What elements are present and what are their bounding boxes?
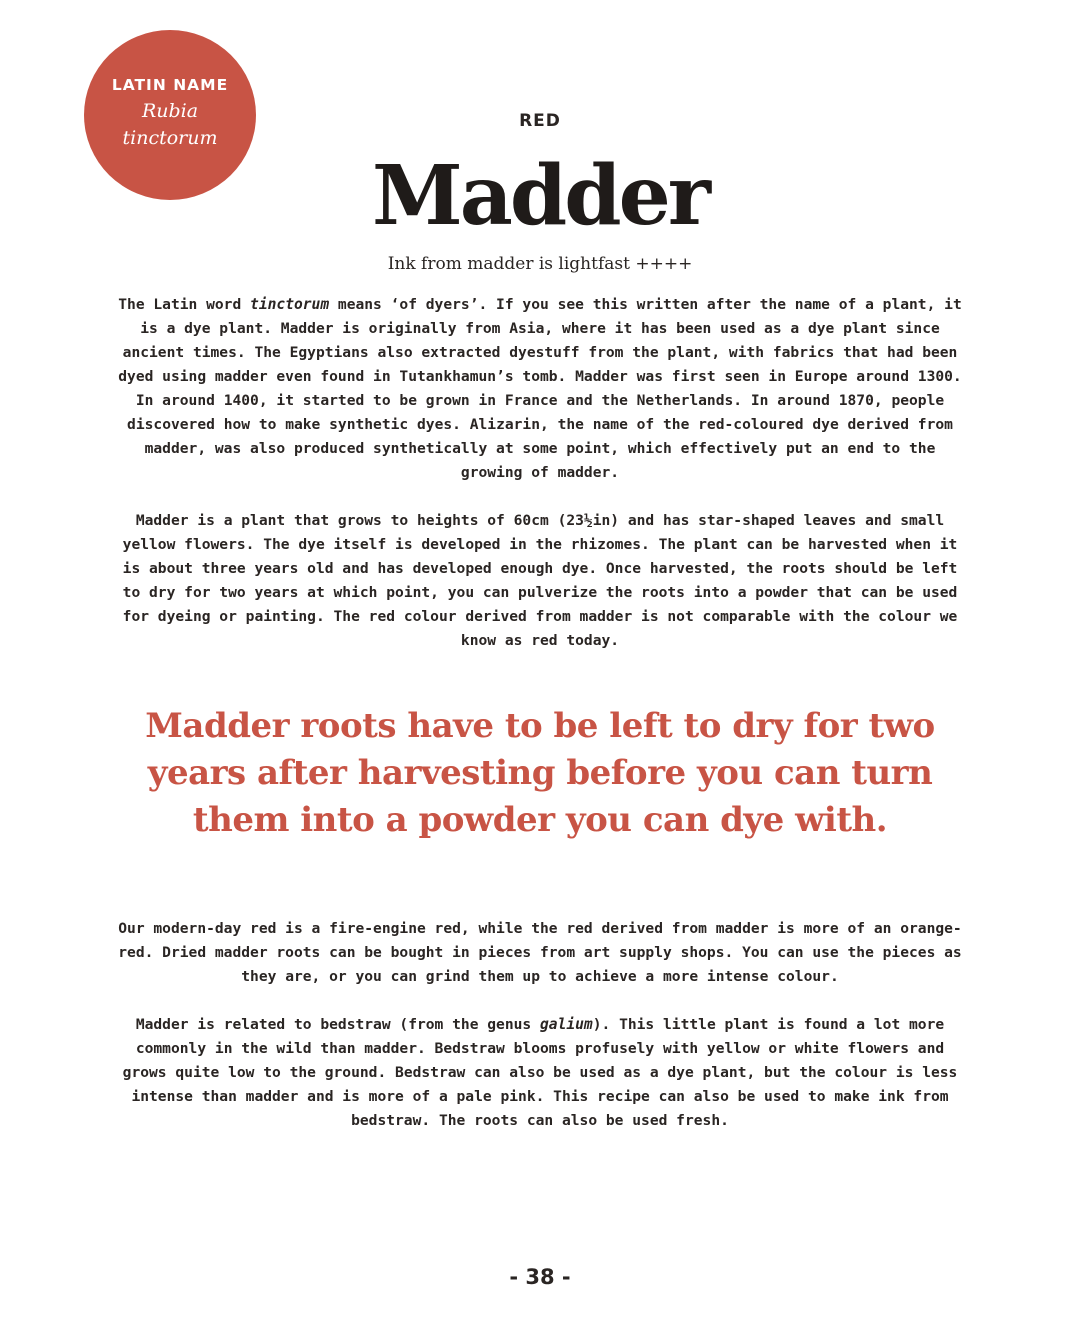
body-paragraph-plant: Madder is a plant that grows to heights of 60cm (23½in) and has star-shaped leaves and small yellow flowers. The dye itself is developed in the rhizomes. The plant can be harvested when it is about three years old and has developed enough dye. Once harvested, the roots should be left to dry for two years at which point, you can pulverize the roots into a powder that can be used for dyeing or painting. The red colour derived from madder is not comparable with the colour we know as red today. [122,512,958,649]
latin-name-species: tinctorum [122,127,218,149]
text-run: Madder is related to bedstraw (from the genus [135,1016,540,1033]
pull-quote: Madder roots have to be left to dry for two years after harvesting before you can turn them into a powder you can dye with. [145,706,935,840]
body-paragraph-history [110,293,970,485]
badge-label: LATIN NAME [111,76,229,94]
page-number: - 38 - [509,1265,571,1289]
body-paragraph-colour: Our modern-day red is a fire-engine red, while the red derived from madder is more of an orange-red. Dried madder roots can be bought in pieces from art supply shops. You can use the pieces as they are, or you can grind them up to achieve a more intense colour. [118,920,962,985]
lightfast-rating: Ink from madder is lightfast ++++ [387,254,693,274]
text-run: means ‘of dyers’. If you see this written after the name of a plant, it is a dye plant. Madder is originally from Asia, where it has been used as a dye plant since ancient times. The Egyptians also extracted dyestuff from the plant, with fabrics that had been dyed using madder even found in Tutankhamun’s tomb. Madder was first seen in Europe around 1300. In around 1400, it started to be grown in France and the Netherlands. In around 1870, people discovered how to make synthetic dyes. Alizarin, the name of the red-coloured dye derived from madder, was also produced synthetically at some point, which effectively put an end to the growing of madder. [118,296,962,481]
color-category: RED [519,111,561,131]
body-paragraph-bedstraw [110,1013,970,1133]
text-run: The Latin word [118,296,251,313]
genus-term: galium [540,1016,593,1033]
text-run: ). This little plant is found a lot more commonly in the wild than madder. Bedstraw blooms profusely with yellow or white flowers and grows quite low to the ground. Bedstraw can also be used as a dye plant, but the colour is less intense than madder and is more of a pale pink. This recipe can also be used to make ink from bedstraw. The roots can also be used fresh. [122,1016,958,1129]
latin-name-genus: Rubia [141,100,199,122]
page-title: Madder [372,148,708,244]
latin-term: tinctorum [250,296,330,313]
